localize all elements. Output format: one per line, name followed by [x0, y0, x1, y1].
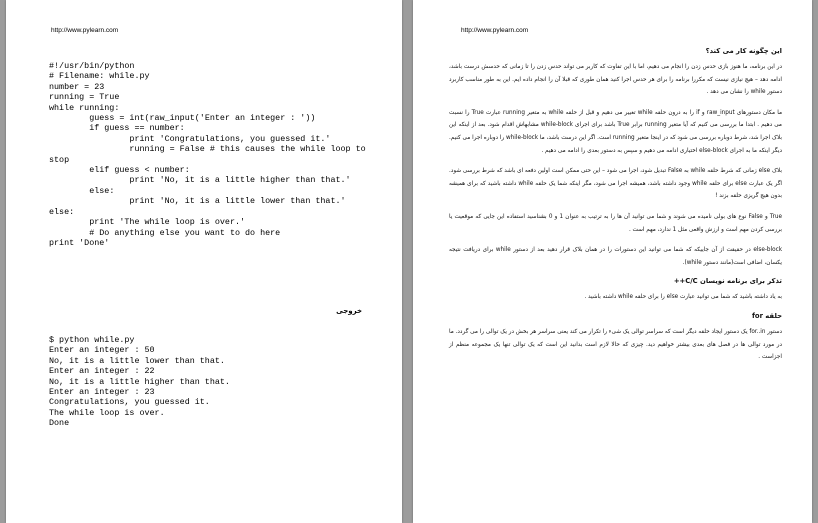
program-output: $ python while.py Enter an integer : 50 No, it is a little lower than that. Enter an integer : 22 No, it is a little higher than that. Enter an integer : 23 Congratulations, you guessed it. The while loop is over. Done [49, 335, 230, 429]
header-url: http://www.pylearn.com [51, 27, 119, 34]
paragraph: True و False نوع های بولی نامیده می شوند و شما می توانید آن ها را به ترتیب به عنوان 1 و 0 بشناسید استفاده این جایی که موقعیت یا بررسی کردن مهم است و ارزش واقعی مثل 1 ندارد، مهم است . [449, 213, 782, 233]
paragraph: ما مکان دستورهای raw_input و if را به درون حلقه while تغییر می دهیم و قبل از حلقه while به متغیر running عبارت True را نسبت می دهیم . ابتدا ما بررسی می کنیم که آیا متغیر running برابر True باشد برای اجرای while-block مشابهاش اقدام شود. بعد از اینکه این بلاک اجرا شد، شرط دوباره بررسی می شود که در اینجا متغیر running است. اگر این درست باشد، ما while-block را دوباره اجرا می کنیم. دیگر اینکه ما به اجرای else-block اختیاری ادامه می دهیم و سپس به دستور بعدی را ادامه می دهیم . [449, 109, 783, 154]
paragraph: دستور for..in یک دستور ایجاد حلقه دیگر است که سراسر توالی یک شیء را تکرار می کند یعنی سراسر هر بخش در یک توالی را می گردد. ما در مورد توالی ها در فصل های بعدی بیشتر خواهیم دید. چیزی که حالا لازم است بدانید این است که یک توالی تنها یک مجموعه منظم از اجزاست . [449, 328, 782, 361]
code-listing: #!/usr/bin/python # Filename: while.py number = 23 running = True while running: guess = int(raw_input('Enter an integer : ')) if guess == number: print 'Congratulations, you guessed it.' running = False # this causes the while loop to stop elif guess < number: print 'No, it is a little higher than that.' else: print 'No, it is a little lower than that.' else: print 'The while loop is over.' # Do anything else you want to do here print 'Done' [49, 61, 366, 248]
left-page [6, 0, 402, 523]
paragraph: به یاد داشته باشید که شما می توانید عبارت else را برای حلقه while داشته باشید . [584, 294, 782, 301]
explanation-column [449, 47, 782, 372]
right-page [413, 0, 812, 523]
note-heading-c-programmers: تذکر برای برنامه نویسان C/C++ [673, 277, 782, 286]
paragraph: else-block در حقیقت از آن جاییکه که شما می توانید این دستورات را در همان بلاک قرار دهید بعد از دستور while برای دریافت نتیجه یکسان، اضافی است(مانند دستور while). [449, 247, 782, 266]
section-heading-for-loop: حلقه for [751, 311, 782, 320]
output-heading: خروجی [336, 307, 362, 315]
header-url: http://www.pylearn.com [461, 27, 529, 34]
paragraph: در این برنامه، ما هنوز بازی حدس زدن را انجام می دهیم، اما با این تفاوت که کاربر می تواند حدس زدن را تا زمانی که حدسش درست باشد، ادامه دهد – هیچ نیازی نیست که مکررا برنامه را برای هر حدس اجرا کنید همان طوری که قبلا آن را انجام داده ایم. این به طور مناسب کاربرد دستور while را نشان می دهد . [449, 64, 782, 96]
section-heading-how-it-works: این چگونه کار می کند؟ [705, 47, 782, 55]
paragraph: بلاک else زمانی که شرط حلقه while به False تبدیل شود، اجرا می شود – این حتی ممکن است اولین دفعه ای باشد که شرط بررسی شود. اگر یک عبارت else برای حلقه while وجود داشته باشد، همیشه اجرا می شود، مگر اینکه شما یک حلقه while داشته باشید که برای همیشه بدون هیچ گریزی حلقه بزند ! [449, 168, 783, 200]
